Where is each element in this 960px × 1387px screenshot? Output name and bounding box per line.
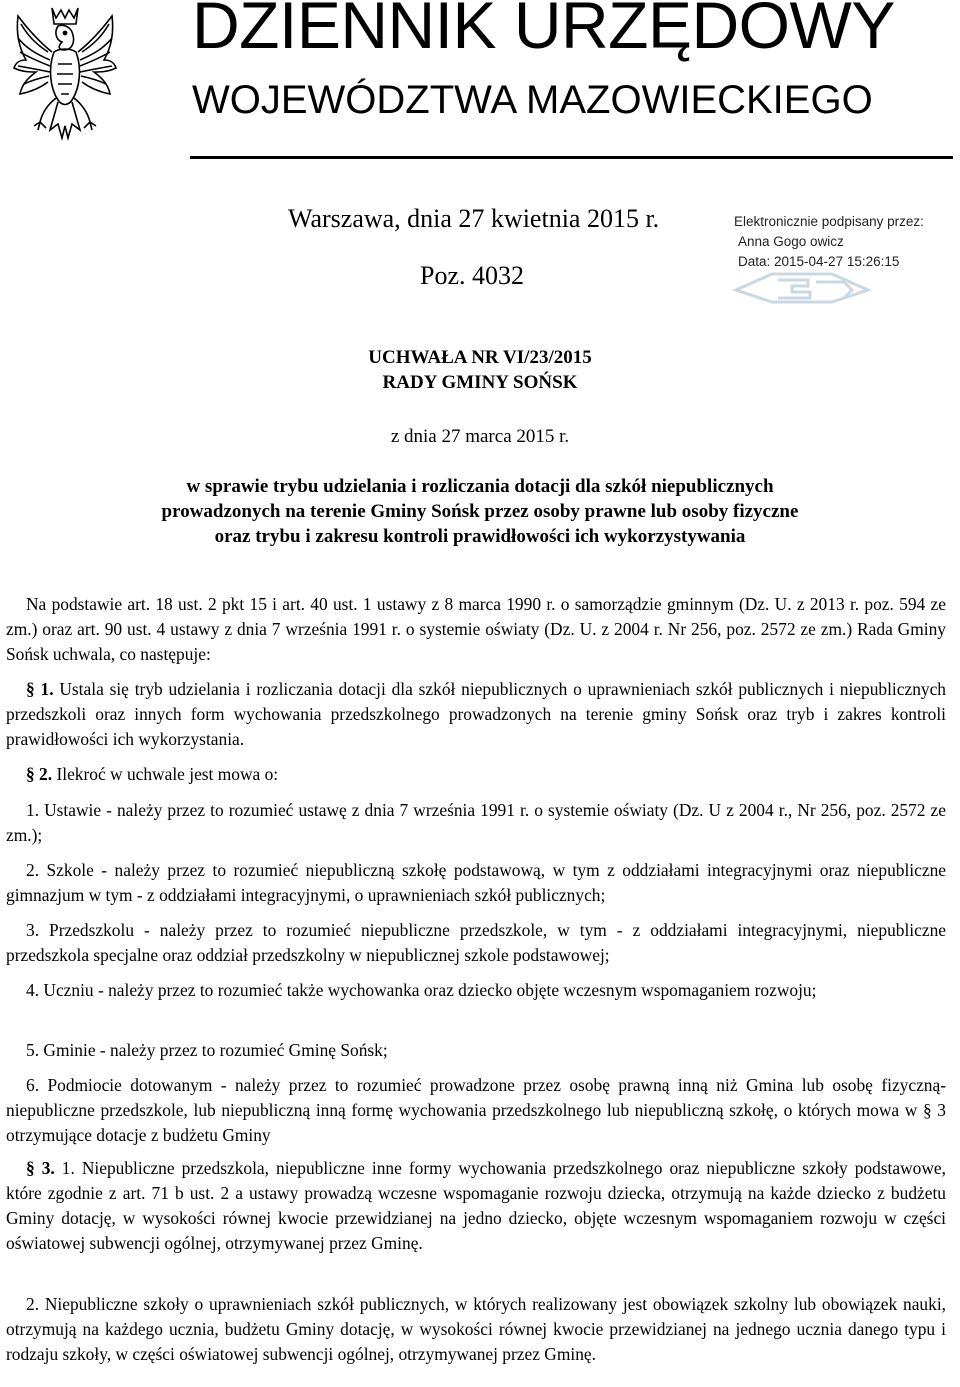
- resolution-date: z dnia 27 marca 2015 r.: [390, 426, 570, 447]
- section-1-text: Ustala się tryb udzielania i rozliczania dotacji dla szkół niepublicznych o uprawnieniach szkół publicznych i niepublicznych przedszkoli oraz innych form wychowania przedszkolnego prowadzonych na terenie gminy Sońsk oraz tryb i zakres kontroli prawidłowości ich wykorzystania.: [6, 679, 946, 749]
- section-2-number: § 2.: [26, 764, 53, 784]
- resolution-subject-line2: prowadzonych na terenie Gminy Sońsk przez osoby prawne lub osoby fizyczne: [161, 501, 799, 522]
- resolution-title-line2: RADY GMINY SOŃSK: [382, 372, 578, 393]
- section-1-paragraph: [6, 677, 946, 752]
- masthead-subtitle: WOJEWÓDZTWA MAZOWIECKIEGO: [192, 78, 873, 122]
- resolution-title-line1: UCHWAŁA NR VI/23/2015: [368, 347, 592, 368]
- masthead-title: DZIENNIK URZĘDOWY: [192, 0, 895, 62]
- signature-label: Elektronicznie podpisany przez:: [734, 214, 924, 229]
- section-2-paragraph: [6, 762, 946, 787]
- position-number: Poz. 4032: [420, 261, 524, 290]
- resolution-subject-line3: oraz trybu i zakresu kontroli prawidłowości ich wykorzystywania: [214, 526, 746, 547]
- definition-3: 3. Przedszkolu - należy przez to rozumieć niepubliczne przedszkole, w tym - z oddziałami integracyjnymi, niepubliczne przedszkola specjalne oraz oddział przedszkolny w niepublicznej szkole podstawowej;: [6, 920, 946, 965]
- signature-signer: Anna Gogo owicz: [738, 234, 844, 249]
- section-3-paragraph-2: 2. Niepubliczne szkoły o uprawnieniach szkół publicznych, w których realizowany jest obowiązek szkolny lub obowiązek nauki, otrzymują na każdego ucznia, budżetu Gminy dotację, w wysokości równej kwocie przewidzianej na jednego ucznia danego typu i rodzaju szkoły, w części oświatowej subwencji ogólnej, otrzymywanej przez Gminę.: [6, 1294, 946, 1364]
- legal-basis-paragraph: Na podstawie art. 18 ust. 2 pkt 15 i art. 40 ust. 1 ustawy z 8 marca 1990 r. o samorządzie gminnym (Dz. U. z 2013 r. poz. 594 ze zm.) oraz art. 90 ust. 4 ustawy z dnia 7 września 1991 r. o systemie oświaty (Dz. U. z 2004 r. Nr 256, poz. 2572 ze zm.) Rada Gminy Sońsk uchwala, co następuje:: [6, 594, 946, 664]
- section-3-point-1: 1. Niepubliczne przedszkola, niepubliczne inne formy wychowania przedszkolnego oraz niepubliczne szkoły podstawowe, które zgodnie z art. 71 b ust. 2 a ustawy prowadzą wczesne wspomaganie rozwoju dziecka, otrzymują na każde dziecko z budżetu Gminy dotację, w wysokości równej kwocie przewidzianej na jedno dziecko, objęte wczesnym wspomaganiem rozwoju w części oświatowej subwencji ogólnej, otrzymywanej przez Gminę.: [6, 1158, 946, 1253]
- signature-date: Data: 2015-04-27 15:26:15: [738, 254, 900, 269]
- definition-4: 4. Uczniu - należy przez to rozumieć także wychowanka oraz dziecko objęte wczesnym wspomaganiem rozwoju;: [26, 980, 817, 1000]
- section-3-number: § 3.: [26, 1158, 55, 1178]
- polish-eagle-emblem-icon: [6, 2, 124, 154]
- resolution-subject-line1: w sprawie trybu udzielania i rozliczania dotacji dla szkół niepublicznych: [186, 476, 774, 497]
- definition-1: 1. Ustawie - należy przez to rozumieć ustawę z dnia 7 września 1991 r. o systemie oświaty (Dz. U z 2004 r., Nr 256, poz. 2572 ze zm.);: [6, 800, 946, 845]
- section-2-text: Ilekroć w uchwale jest mowa o:: [56, 764, 279, 784]
- definition-5: 5. Gminie - należy przez to rozumieć Gminę Sońsk;: [26, 1040, 388, 1060]
- section-3-paragraph-1: [6, 1156, 946, 1256]
- publication-date: Warszawa, dnia 27 kwietnia 2015 r.: [288, 204, 660, 233]
- definition-2: 2. Szkole - należy przez to rozumieć niepubliczną szkołę podstawową, w tym z oddziałami integracyjnymi oraz niepubliczne gimnazjum w tym - z oddziałami integracyjnymi, o uprawnieniach szkół publicznych;: [6, 860, 946, 905]
- section-1-number: § 1.: [26, 679, 54, 699]
- e-signature-logo-icon: [732, 270, 872, 304]
- masthead-rule: [190, 156, 953, 159]
- definition-6: 6. Podmiocie dotowanym - należy przez to rozumieć prowadzone przez osobę prawną inną niż Gmina lub osobę fizyczną- niepubliczne przedszkole, lub niepubliczną inną formę wychowania przedszkolnego lub niepubliczną szkołę, o których mowa w § 3 otrzymujące dotacje z budżetu Gminy: [6, 1075, 946, 1145]
